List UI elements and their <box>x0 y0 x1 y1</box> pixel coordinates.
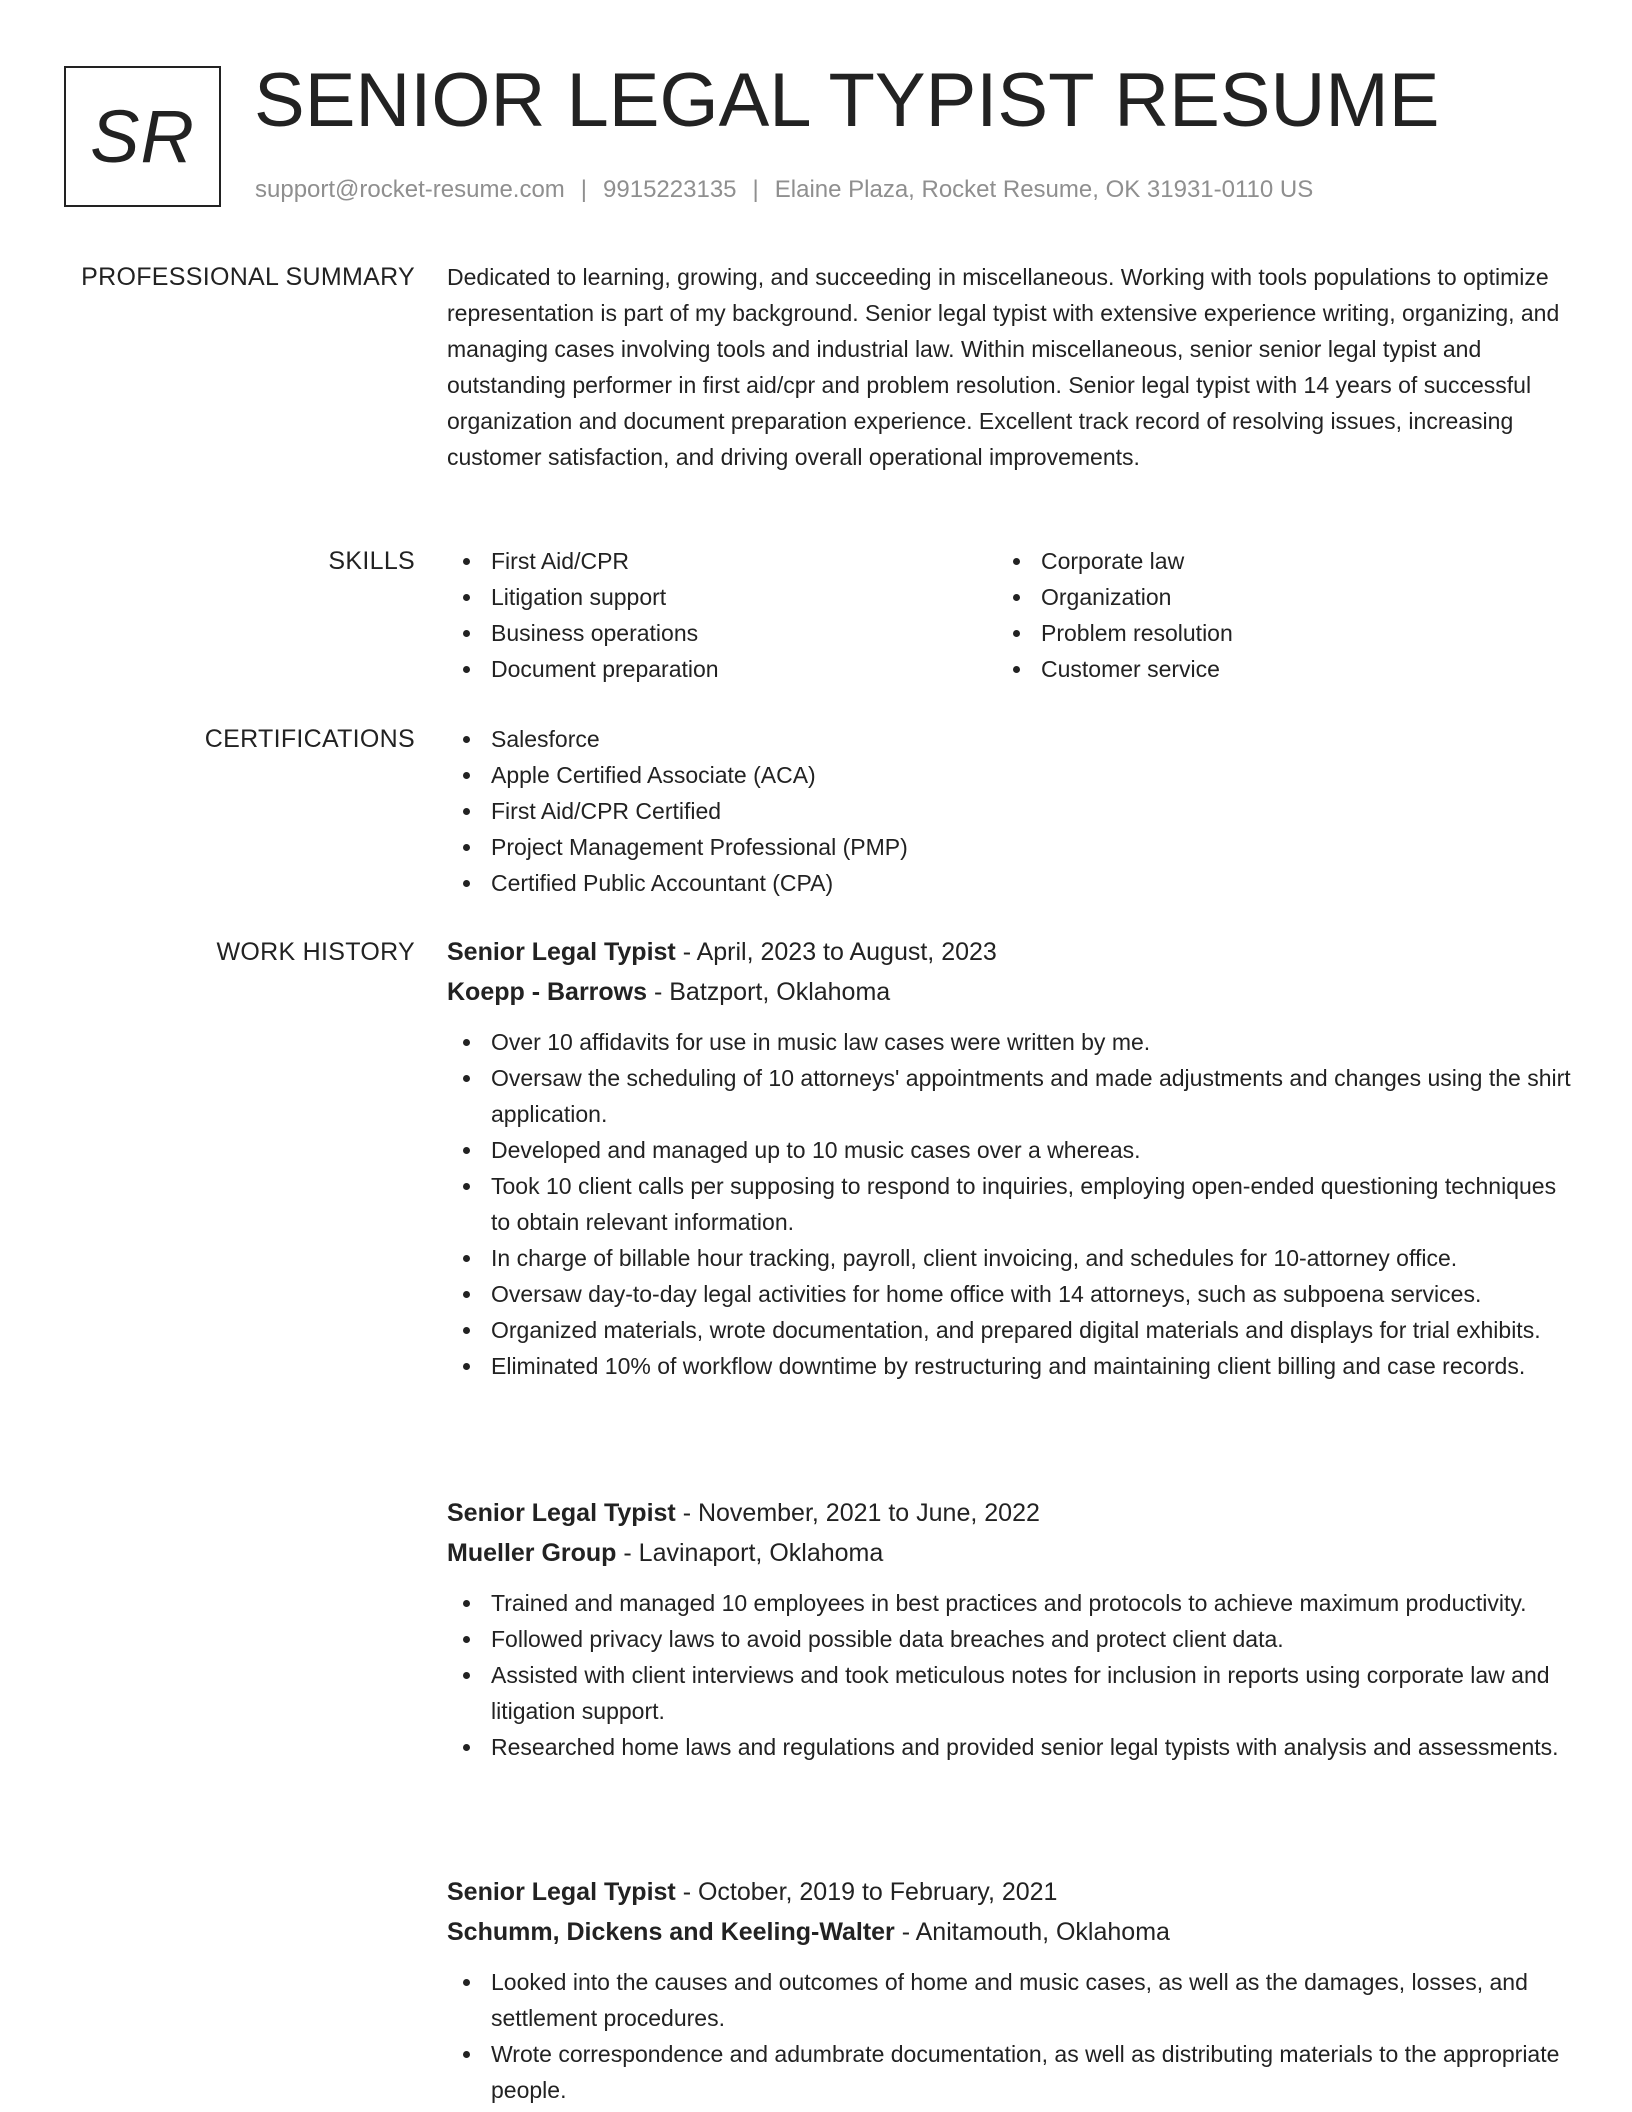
job-duties-list <box>447 1964 1572 2108</box>
monogram-initials: SR <box>90 95 195 178</box>
job-title-line <box>447 932 1572 972</box>
skill-item: First Aid/CPR <box>447 543 997 579</box>
certification-item: First Aid/CPR Certified <box>447 793 1567 829</box>
job-duty-item: Oversaw day-to-day legal activities for home office with 14 attorneys, such as subpoena services. <box>447 1276 1572 1312</box>
job-title-line <box>447 1493 1572 1533</box>
job-duty-item: Eliminated 10% of workflow downtime by restructuring and maintaining client billing and case records. <box>447 1348 1572 1384</box>
summary-section <box>447 259 1567 475</box>
certification-item: Apple Certified Associate (ACA) <box>447 757 1567 793</box>
skills-section <box>447 543 1567 687</box>
job-duty-item: Organized materials, wrote documentation, and prepared digital materials and displays for trial exhibits. <box>447 1312 1572 1348</box>
summary-text: Dedicated to learning, growing, and succeeding in miscellaneous. Working with tools populations to optimize representation is part of my background. Senior legal typist with extensive experience writing, organizing, and managing cases involving tools and industrial law. Within miscellaneous, senior senior legal typist and outstanding performer in first aid/cpr and problem resolution. Senior legal typist with 14 years of successful organization and document preparation experience. Excellent track record of resolving issues, increasing customer satisfaction, and driving overall operational improvements. <box>447 264 1560 470</box>
contact-email: support@rocket-resume.com <box>255 176 565 203</box>
job-duty-item: Assisted with client interviews and took meticulous notes for inclusion in reports using corporate law and litigation support. <box>447 1657 1572 1729</box>
summary-heading: PROFESSIONAL SUMMARY <box>81 263 415 291</box>
contact-address: Elaine Plaza, Rocket Resume, OK 31931-0110 US <box>774 176 1314 203</box>
certification-item: Certified Public Accountant (CPA) <box>447 865 1567 901</box>
resume-title: SENIOR LEGAL TYPIST RESUME <box>254 58 1440 143</box>
skill-item: Litigation support <box>447 579 997 615</box>
job-company-line <box>447 1533 1572 1573</box>
skills-heading: SKILLS <box>328 547 415 575</box>
job-location: - Lavinaport, Oklahoma <box>616 1539 884 1567</box>
job-entry <box>447 1872 1572 2108</box>
contact-line <box>255 174 1313 206</box>
job-title: Senior Legal Typist <box>447 938 676 966</box>
job-entry <box>447 1493 1572 1765</box>
job-duty-item: Wrote correspondence and adumbrate documentation, as well as distributing materials to the appropriate people. <box>447 2036 1572 2108</box>
job-duties-list <box>447 1024 1572 1384</box>
job-duty-item: Over 10 affidavits for use in music law cases were written by me. <box>447 1024 1572 1060</box>
job-duty-item: In charge of billable hour tracking, payroll, client invoicing, and schedules for 10-attorney office. <box>447 1240 1572 1276</box>
job-company-line <box>447 972 1572 1012</box>
skill-item: Problem resolution <box>997 615 1547 651</box>
skill-item: Customer service <box>997 651 1547 687</box>
job-duty-item: Oversaw the scheduling of 10 attorneys' appointments and made adjustments and changes using the shirt application. <box>447 1060 1572 1132</box>
certifications-list <box>447 721 1567 901</box>
contact-phone: 9915223135 <box>603 176 737 203</box>
certification-item: Project Management Professional (PMP) <box>447 829 1567 865</box>
job-title: Senior Legal Typist <box>447 1499 676 1527</box>
job-dates: - November, 2021 to June, 2022 <box>675 1499 1040 1527</box>
job-duty-item: Followed privacy laws to avoid possible data breaches and protect client data. <box>447 1621 1572 1657</box>
job-company: Schumm, Dickens and Keeling-Walter <box>447 1918 895 1946</box>
job-company: Koepp - Barrows <box>447 978 648 1006</box>
job-duties-list <box>447 1585 1572 1765</box>
job-dates: - October, 2019 to February, 2021 <box>675 1878 1058 1906</box>
job-duty-item: Looked into the causes and outcomes of home and music cases, as well as the damages, losses, and settlement procedures. <box>447 1964 1572 2036</box>
contact-separator: | <box>752 176 759 203</box>
contact-separator: | <box>580 176 588 203</box>
job-company: Mueller Group <box>447 1539 617 1567</box>
skill-item: Business operations <box>447 615 997 651</box>
job-location: - Batzport, Oklahoma <box>647 978 891 1006</box>
skills-list-left <box>447 543 997 687</box>
job-company-line <box>447 1912 1572 1952</box>
job-duty-item: Trained and managed 10 employees in best practices and protocols to achieve maximum productivity. <box>447 1585 1572 1621</box>
skill-item: Corporate law <box>997 543 1547 579</box>
job-title-line <box>447 1872 1572 1912</box>
certifications-section <box>447 721 1567 901</box>
monogram-badge <box>64 66 221 207</box>
job-dates: - April, 2023 to August, 2023 <box>675 938 997 966</box>
job-entry <box>447 932 1572 1384</box>
job-title: Senior Legal Typist <box>447 1878 676 1906</box>
certifications-heading: CERTIFICATIONS <box>204 725 415 753</box>
job-duty-item: Developed and managed up to 10 music cases over a whereas. <box>447 1132 1572 1168</box>
certification-item: Salesforce <box>447 721 1567 757</box>
job-duty-item: Took 10 client calls per supposing to respond to inquiries, employing open-ended questioning techniques to obtain relevant information. <box>447 1168 1572 1240</box>
skill-item: Organization <box>997 579 1547 615</box>
skill-item: Document preparation <box>447 651 997 687</box>
work-history-heading: WORK HISTORY <box>216 938 415 966</box>
skills-list-right <box>997 543 1547 687</box>
job-duty-item: Researched home laws and regulations and provided senior legal typists with analysis and assessments. <box>447 1729 1572 1765</box>
job-location: - Anitamouth, Oklahoma <box>894 1918 1170 1946</box>
